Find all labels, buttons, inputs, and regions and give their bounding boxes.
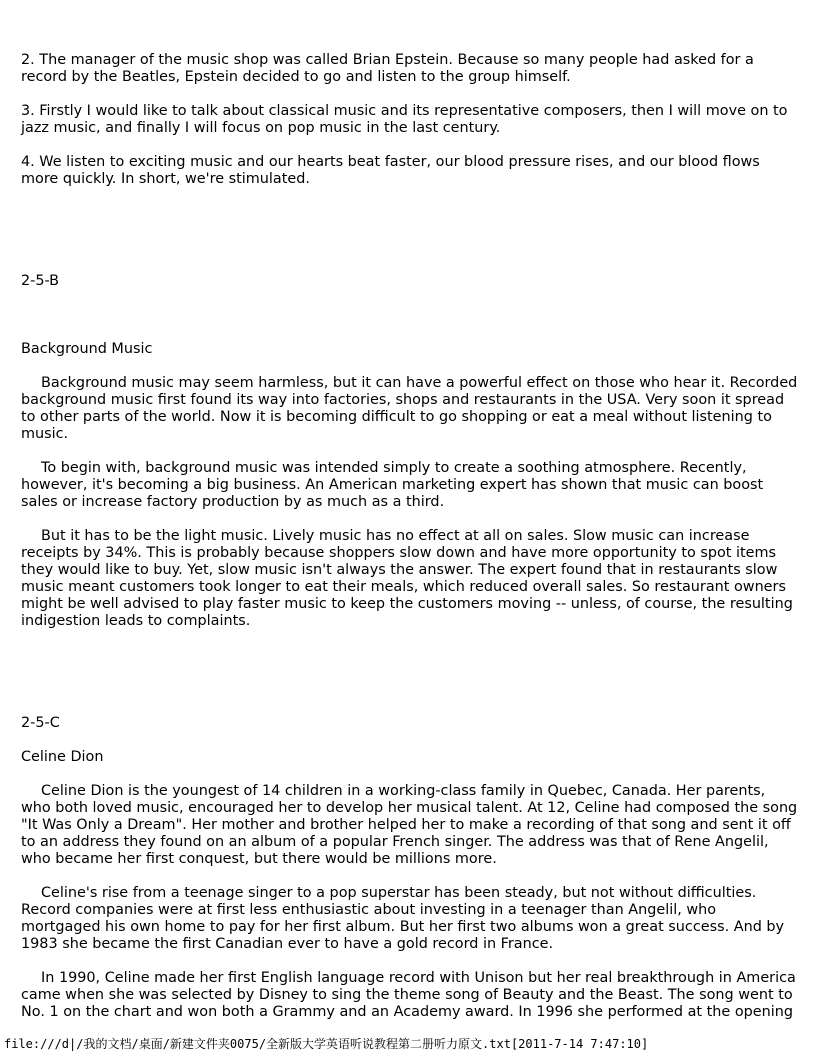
list-item-3: 3. Firstly I would like to talk about classical music and its representative composers, then I will move on to jazz music, and finally I will focus on pop music in the last century. xyxy=(21,103,788,136)
section-c-paragraph-2: Celine's rise from a teenage singer to a pop superstar has been steady, but not without difficulties. Record companies were at first less enthusiastic about investing in a teenager than Angelil, who mortgaged his own home to pay for her first album. But her first two albums won a great success. And by 1983 she became the first Canadian ever to have a gold record in France. xyxy=(21,885,785,952)
section-c-paragraph-3: In 1990, Celine made her first English language record with Unison but her real breakthrough in America came when she was selected by Disney to sing the theme song of Beauty and the Beast. The song went to No. 1 on the chart and won both a Grammy and an Academy award. In 1996 she performed at the opening xyxy=(21,970,796,1020)
blank-space xyxy=(21,307,799,341)
file-path-footer: file:///d|/我的文档/桌面/新建文件夹0075/全新版大学英语听说教程第二册听力原文.txt[2011-7-14 7:47:10] xyxy=(4,1037,649,1051)
section-b-code: 2-5-B xyxy=(21,273,60,289)
section-b-title: Background Music xyxy=(21,341,153,357)
section-c-title: Celine Dion xyxy=(21,749,104,765)
section-c-paragraph-1: Celine Dion is the youngest of 14 children in a working-class family in Quebec, Canada. Her parents, who both loved music, encouraged her to develop her musical talent. At 12, Celine had composed the song "It Was Only a Dream". Her mother and brother helped her to make a recording of that song and sent it off to an address they found on an album of a popular French singer. The address was that of Rene Angelil, who became her first conquest, but there would be millions more. xyxy=(21,783,798,867)
blank-space xyxy=(21,647,799,715)
list-item-2: 2. The manager of the music shop was called Brian Epstein. Because so many people had asked for a record by the Beatles, Epstein decided to go and listen to the group himself. xyxy=(21,52,754,85)
blank-space xyxy=(21,205,799,273)
section-b-paragraph-3: But it has to be the light music. Lively music has no effect at all on sales. Slow music can increase receipts by 34%. This is probably because shoppers slow down and have more opportunity to spot items they would like to buy. Yet, slow music isn't always the answer. The expert found that in restaurants slow music meant customers took longer to eat their meals, which reduced overall sales. So restaurant owners might be well advised to play faster music to keep the customers moving -- unless, of course, the resulting indigestion leads to complaints. xyxy=(21,528,793,629)
section-b-paragraph-1: Background music may seem harmless, but it can have a powerful effect on those who hear it. Recorded background music first found its way into factories, shops and restaurants in the USA. Very soon it spread to other parts of the world. Now it is becoming difficult to go shopping or eat a meal without listening to music. xyxy=(21,375,798,442)
list-item-4: 4. We listen to exciting music and our hearts beat faster, our blood pressure rises, and our blood flows more quickly. In short, we're stimulated. xyxy=(21,154,760,187)
section-c-code: 2-5-C xyxy=(21,715,60,731)
section-b-paragraph-2: To begin with, background music was intended simply to create a soothing atmosphere. Recently, however, it's becoming a big business. An American marketing expert has shown that music can boost sales or increase factory production by as much as a third. xyxy=(21,460,764,510)
document-body xyxy=(21,52,799,1038)
